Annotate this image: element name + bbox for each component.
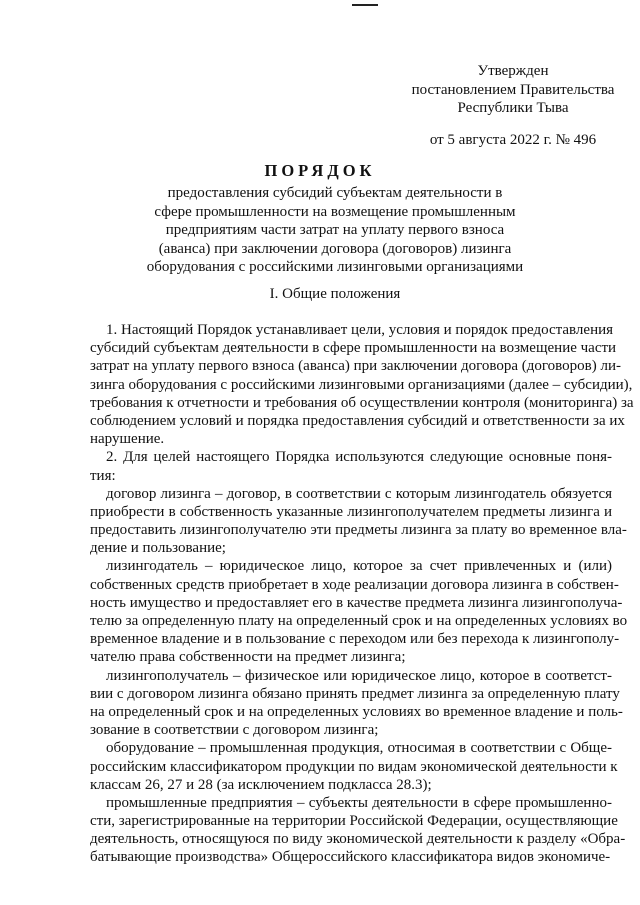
approval-line-2: постановлением Правительства [411, 81, 615, 98]
paragraph [90, 557, 628, 666]
paragraph [90, 739, 618, 794]
paragraph-line: классам 26, 27 и 28 (за исключением подкласса 28.3); [90, 776, 432, 793]
paragraph-line: 1. Настоящий Порядок устанавливает цели, условия и порядок предоставления [106, 322, 614, 338]
paragraph [90, 794, 626, 867]
paragraph-line: соблюдением условий и порядка предоставления субсидий и ответственности за их [90, 412, 625, 429]
document-body [90, 321, 634, 867]
paragraph-line: чателю права собственности на предмет лизинга; [90, 649, 406, 666]
document-title: ПОРЯДОК [264, 161, 376, 180]
subtitle-line: сфере промышленности на возмещение промышленным [154, 203, 516, 220]
paragraph [90, 321, 634, 448]
paragraph [90, 485, 627, 558]
paragraph-line: деятельность, относящуюся по виду экономической деятельности к разделу «Обра- [90, 831, 626, 848]
paragraph-line: промышленные предприятия – субъекты деятельности в сфере промышленно- [106, 794, 612, 811]
paragraph-line: вии с договором лизинга обязано принять предмет лизинга за определенную плату [90, 685, 620, 702]
paragraph-line: дение и пользование; [90, 540, 226, 557]
subtitle-line: оборудования с российскими лизинговыми организациями [146, 259, 524, 275]
paragraph-line: затрат на уплату первого взноса (аванса) при заключении договора (договоров) ли- [90, 358, 621, 375]
document-subtitle [60, 184, 610, 277]
approval-date: от 5 августа 2022 г. № 496 [429, 131, 597, 148]
paragraph-line: батывающие производства» Общероссийского классификатора видов экономиче- [90, 849, 611, 866]
paragraph-line: субсидий субъектам деятельности в сфере промышленности на возмещение части [90, 340, 617, 357]
section-heading: I. Общие положения [269, 286, 401, 302]
paragraph-line: на определенный срок и на определенных условиях во временное владение и поль- [90, 703, 623, 720]
paragraph-line: зование в соответствии с договором лизинга; [90, 722, 379, 739]
paragraph-line: оборудование – промышленная продукция, относимая в соответствии с Обще- [106, 740, 612, 757]
paragraph [90, 667, 623, 740]
paragraph-line: российским классификатором продукции по видам экономической деятельности к [90, 758, 618, 775]
paragraph-line: лизингодатель – юридическое лицо, которое за счет привлеченных и (или) [106, 558, 612, 575]
paragraph-line: нарушение. [90, 431, 165, 448]
paragraph-line: лизингополучатель – физическое или юридическое лицо, которое в соответст- [106, 667, 612, 684]
paragraph-line: собственных средств приобретает в ходе реализации договора лизинга в собствен- [90, 576, 619, 593]
paragraph-line: сти, зарегистрированные на территории Российской Федерации, осуществляющие [90, 813, 618, 830]
paragraph-line: договор лизинга – договор, в соответствии с которым лизингодатель обязуется [106, 485, 612, 502]
subtitle-line: предоставления субсидий субъектам деятельности в [167, 185, 503, 201]
paragraph-line: предоставить лизингополучателю эти предметы лизинга за плату во временное вла- [90, 522, 627, 539]
paragraph-line: ность имущество и предоставляет его в качестве предмета лизинга лизингополуча- [90, 594, 623, 611]
paragraph-line: зинга оборудования с российскими лизинговыми организациями (далее – субсидии), [90, 376, 633, 393]
paragraph-line: требования к отчетности и требования об осуществлении контроля (мониторинга) за [90, 394, 634, 411]
approval-line-3: Республики Тыва [457, 100, 569, 116]
paragraph-line: телю за определенную плату на определенный срок и на определенных условиях во [90, 613, 628, 629]
paragraph-line: приобрести в собственность указанные лизингополучателем предметы лизинга и [90, 503, 612, 520]
paragraph [90, 448, 612, 484]
paragraph-line: 2. Для целей настоящего Порядка используются следующие основные поня- [106, 449, 612, 466]
approval-line-1: Утвержден [477, 63, 549, 79]
approval-stamp [400, 62, 626, 149]
subtitle-line: предприятиям части затрат на уплату первого взноса [165, 222, 505, 238]
paragraph-line: тия: [90, 467, 116, 484]
top-scan-mark [352, 4, 378, 6]
paragraph-line: временное владение и в пользование с переходом или без перехода к лизингополу- [90, 631, 620, 648]
subtitle-line: (аванса) при заключении договора (договоров) лизинга [158, 240, 512, 257]
